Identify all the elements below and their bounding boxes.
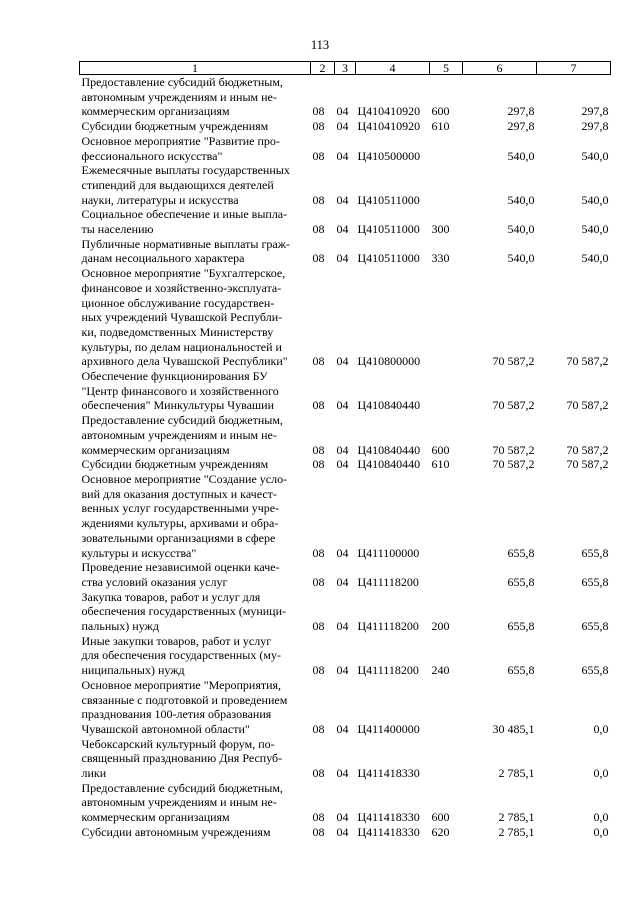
row-name-line: стипендий для выдающихся деятелей (81, 177, 274, 192)
row-amount-6: 655,8 (507, 619, 535, 634)
row-name-line: Субсидии бюджетным учреждениям (81, 119, 269, 134)
header-col-1: 1 (80, 62, 311, 75)
row-target-article: Ц411118200 (357, 619, 419, 634)
row-expense-type: 600 (431, 442, 450, 457)
row-name-line: автономным учреждениям и иным не- (81, 795, 277, 810)
row-expense-type (430, 266, 463, 369)
row-subsection: 04 (336, 148, 349, 163)
row-name-line: автономным учреждениям и иным не- (81, 89, 277, 104)
row-name (80, 457, 311, 472)
row-name-line: данам несоциального характера (81, 251, 245, 266)
row-subsection: 04 (336, 457, 349, 472)
table-row (80, 781, 611, 825)
table-row (80, 472, 611, 560)
row-subsection: 04 (336, 663, 349, 678)
row-name-line: связанные с подготовкой и проведением (81, 692, 288, 707)
row-target-article: Ц411400000 (357, 721, 420, 736)
row-expense-type: 600 (431, 810, 450, 825)
row-amount-6: 655,8 (507, 663, 535, 678)
row-section: 08 (312, 354, 325, 369)
row-name-line: Публичные нормативные выплаты граж- (81, 236, 290, 251)
row-target-article: Ц411118200 (357, 574, 419, 589)
row-name-line: празднования 100-летия образования (81, 707, 272, 722)
row-section: 08 (312, 810, 325, 825)
table-row (80, 163, 611, 207)
row-amount-7: 540,0 (581, 222, 609, 237)
row-amount-6: 30 485,1 (492, 721, 535, 736)
row-subsection: 04 (336, 545, 349, 560)
row-name-line: архивного дела Чувашской Республики" (81, 354, 288, 369)
row-name (80, 75, 311, 120)
table-row (80, 737, 611, 781)
table-row (80, 369, 611, 413)
row-amount-6: 297,8 (507, 119, 535, 134)
table-row (80, 590, 611, 634)
row-name-line: культуры, по делам национальностей и (81, 339, 282, 354)
row-name-line: культуры и искусства" (81, 545, 197, 560)
row-section: 08 (312, 251, 325, 266)
page-number: 113 (310, 38, 330, 52)
row-name-line: Субсидии бюджетным учреждениям (81, 457, 269, 472)
row-name-line: для обеспечения государственных (му- (81, 648, 281, 663)
row-section: 08 (312, 545, 325, 560)
row-amount-7: 655,8 (581, 545, 609, 560)
row-subsection: 04 (336, 721, 349, 736)
row-subsection: 04 (336, 574, 349, 589)
row-amount-7: 0,0 (593, 824, 609, 839)
row-target-article: Ц410840440 (357, 398, 421, 413)
header-col-4: 4 (356, 62, 430, 75)
row-subsection: 04 (336, 442, 349, 457)
row-section: 08 (312, 721, 325, 736)
row-name (80, 678, 311, 737)
row-target-article: Ц410800000 (357, 354, 421, 369)
row-amount-7: 297,8 (581, 119, 609, 134)
row-name-line: Чувашской автономной области" (81, 721, 250, 736)
row-name-line: Основное мероприятие "Бухгалтерское, (81, 266, 286, 281)
row-amount-6: 655,8 (507, 545, 535, 560)
header-col-7: 7 (537, 62, 611, 75)
row-amount-7: 0,0 (593, 721, 609, 736)
row-section: 08 (312, 824, 325, 839)
row-subsection: 04 (336, 398, 349, 413)
row-amount-7: 540,0 (581, 192, 609, 207)
row-section: 08 (312, 442, 325, 457)
row-amount-6: 70 587,2 (492, 398, 535, 413)
row-name-line: ты населению (81, 222, 154, 237)
row-amount-6: 540,0 (507, 192, 535, 207)
row-name (80, 207, 311, 236)
row-target-article: Ц411418330 (357, 766, 420, 781)
row-amount-7: 655,8 (581, 663, 609, 678)
row-expense-type (430, 134, 463, 163)
row-section: 08 (312, 619, 325, 634)
row-target-article: Ц411418330 (357, 810, 420, 825)
row-subsection: 04 (336, 824, 349, 839)
row-section: 08 (312, 119, 325, 134)
row-name-line: науки, литературы и искусства (81, 192, 239, 207)
row-name-line: священный празднованию Дня Респуб- (81, 751, 283, 766)
row-subsection: 04 (336, 119, 349, 134)
row-name-line: ционное обслуживание государствен- (81, 295, 275, 310)
row-amount-7: 655,8 (581, 574, 609, 589)
row-name-line: Проведение независимой оценки каче- (81, 560, 280, 575)
row-amount-7: 655,8 (581, 619, 609, 634)
header-col-5: 5 (430, 62, 463, 75)
row-expense-type (430, 737, 463, 781)
row-expense-type: 610 (431, 119, 450, 134)
row-name-line: финансовое и хозяйственно-эксплуата- (81, 280, 282, 295)
row-target-article: Ц410511000 (357, 192, 420, 207)
row-name-line: пальных) нужд (81, 619, 159, 634)
row-section: 08 (312, 574, 325, 589)
header-row (80, 62, 611, 75)
header-col-3: 3 (335, 62, 356, 75)
row-target-article: Ц410840440 (357, 442, 421, 457)
row-name-line: фессионального искусства" (81, 148, 223, 163)
row-name (80, 237, 311, 266)
table-row (80, 413, 611, 457)
row-target-article: Ц410511000 (357, 251, 420, 266)
row-name-line: Иные закупки товаров, работ и услуг (81, 633, 272, 648)
row-expense-type: 300 (431, 222, 450, 237)
row-expense-type (430, 163, 463, 207)
row-subsection: 04 (336, 104, 349, 119)
row-amount-6: 540,0 (507, 148, 535, 163)
table-row (80, 237, 611, 266)
row-amount-7: 70 587,2 (566, 398, 609, 413)
row-name-line: Предоставление субсидий бюджетным, (81, 75, 283, 89)
row-name-line: автономным учреждениям и иным не- (81, 427, 277, 442)
row-subsection: 04 (336, 354, 349, 369)
table-row (80, 134, 611, 163)
row-name-line: Предоставление субсидий бюджетным, (81, 780, 283, 795)
row-name (80, 119, 311, 134)
row-section: 08 (312, 192, 325, 207)
header-col-6: 6 (463, 62, 537, 75)
row-expense-type: 610 (431, 457, 450, 472)
row-name (80, 781, 311, 825)
table-row (80, 678, 611, 737)
row-name-line: Ежемесячные выплаты государственных (81, 163, 290, 178)
table-row (80, 825, 611, 840)
row-amount-6: 2 785,1 (498, 810, 535, 825)
row-section: 08 (312, 104, 325, 119)
row-section: 08 (312, 222, 325, 237)
row-amount-6: 70 587,2 (492, 457, 535, 472)
row-name-line: лики (81, 766, 107, 781)
row-subsection: 04 (336, 192, 349, 207)
row-section: 08 (312, 457, 325, 472)
row-target-article: Ц410410920 (357, 104, 421, 119)
row-name-line: Социальное обеспечение и иные выпла- (81, 207, 288, 222)
row-amount-6: 297,8 (507, 104, 535, 119)
row-target-article: Ц411118200 (357, 663, 419, 678)
row-section: 08 (312, 148, 325, 163)
row-name (80, 134, 311, 163)
table-row (80, 119, 611, 134)
row-name-line: Закупка товаров, работ и услуг для (81, 589, 261, 604)
row-name-line: венных услуг государственными учре- (81, 501, 280, 516)
row-amount-7: 0,0 (593, 766, 609, 781)
row-expense-type: 200 (431, 619, 450, 634)
row-name-line: Чебоксарский культурный форум, по- (81, 736, 275, 751)
row-section: 08 (312, 398, 325, 413)
row-amount-6: 655,8 (507, 574, 535, 589)
row-name-line: обеспечения государственных (муници- (81, 604, 287, 619)
row-name-line: Основное мероприятие "Развитие про- (81, 133, 280, 148)
table-row (80, 560, 611, 589)
row-subsection: 04 (336, 251, 349, 266)
row-section: 08 (312, 766, 325, 781)
row-amount-7: 70 587,2 (566, 442, 609, 457)
row-name-line: ки, подведомственных Министерству (81, 324, 274, 339)
row-subsection: 04 (336, 766, 349, 781)
row-amount-6: 70 587,2 (492, 442, 535, 457)
row-amount-7: 540,0 (581, 148, 609, 163)
row-target-article: Ц410511000 (357, 222, 420, 237)
row-amount-7: 0,0 (593, 810, 609, 825)
row-name (80, 413, 311, 457)
row-name-line: ждениями культуры, архивами и обра- (81, 516, 279, 531)
row-name (80, 634, 311, 678)
row-section: 08 (312, 663, 325, 678)
row-name-line: обеспечения" Минкультуры Чувашии (81, 398, 274, 413)
row-name-line: ства условий оказания услуг (81, 574, 228, 589)
row-name-line: Основное мероприятие "Мероприятия, (81, 677, 282, 692)
row-amount-6: 70 587,2 (492, 354, 535, 369)
row-name-line: ниципальных) нужд (81, 663, 185, 678)
row-name-line: коммерческим организациям (81, 442, 230, 457)
table-row (80, 266, 611, 369)
row-name-line: зовательными организациями в сфере (81, 530, 276, 545)
row-name-line: вий для оказания доступных и качест- (81, 486, 277, 501)
row-expense-type (430, 560, 463, 589)
row-amount-6: 2 785,1 (498, 766, 535, 781)
row-expense-type: 600 (431, 104, 450, 119)
row-target-article: Ц410840440 (357, 457, 421, 472)
row-name (80, 472, 311, 560)
row-amount-6: 2 785,1 (498, 824, 535, 839)
row-amount-7: 540,0 (581, 251, 609, 266)
row-expense-type: 240 (431, 663, 450, 678)
row-amount-7: 297,8 (581, 104, 609, 119)
row-name-line: коммерческим организациям (81, 104, 230, 119)
row-target-article: Ц411100000 (357, 545, 420, 560)
row-amount-7: 70 587,2 (566, 354, 609, 369)
row-expense-type: 330 (431, 251, 450, 266)
row-name-line: коммерческим организациям (81, 810, 230, 825)
row-amount-7: 70 587,2 (566, 457, 609, 472)
row-name (80, 266, 311, 369)
row-subsection: 04 (336, 810, 349, 825)
table-row (80, 75, 611, 120)
row-name (80, 825, 311, 840)
header-col-2: 2 (311, 62, 335, 75)
row-name (80, 590, 311, 634)
row-target-article: Ц410500000 (357, 148, 421, 163)
row-expense-type (430, 369, 463, 413)
row-name-line: Субсидии автономным учреждениям (81, 824, 271, 839)
row-amount-6: 540,0 (507, 222, 535, 237)
row-name-line: Обеспечение функционирования БУ (81, 369, 268, 384)
row-amount-6: 540,0 (507, 251, 535, 266)
row-target-article: Ц411418330 (357, 824, 420, 839)
row-name-line: ных учреждений Чувашской Республи- (81, 310, 283, 325)
row-name (80, 163, 311, 207)
row-subsection: 04 (336, 222, 349, 237)
row-expense-type (430, 472, 463, 560)
table-body (80, 75, 611, 840)
table-row (80, 634, 611, 678)
row-name-line: "Центр финансового и хозяйственного (81, 383, 279, 398)
table-row (80, 457, 611, 472)
row-name-line: Предоставление субсидий бюджетным, (81, 413, 283, 428)
budget-table (79, 61, 611, 840)
table-row (80, 207, 611, 236)
row-name-line: Основное мероприятие "Создание усло- (81, 471, 288, 486)
row-name (80, 737, 311, 781)
row-target-article: Ц410410920 (357, 119, 421, 134)
row-expense-type (430, 678, 463, 737)
row-name (80, 560, 311, 589)
row-subsection: 04 (336, 619, 349, 634)
row-name (80, 369, 311, 413)
row-expense-type: 620 (431, 824, 450, 839)
